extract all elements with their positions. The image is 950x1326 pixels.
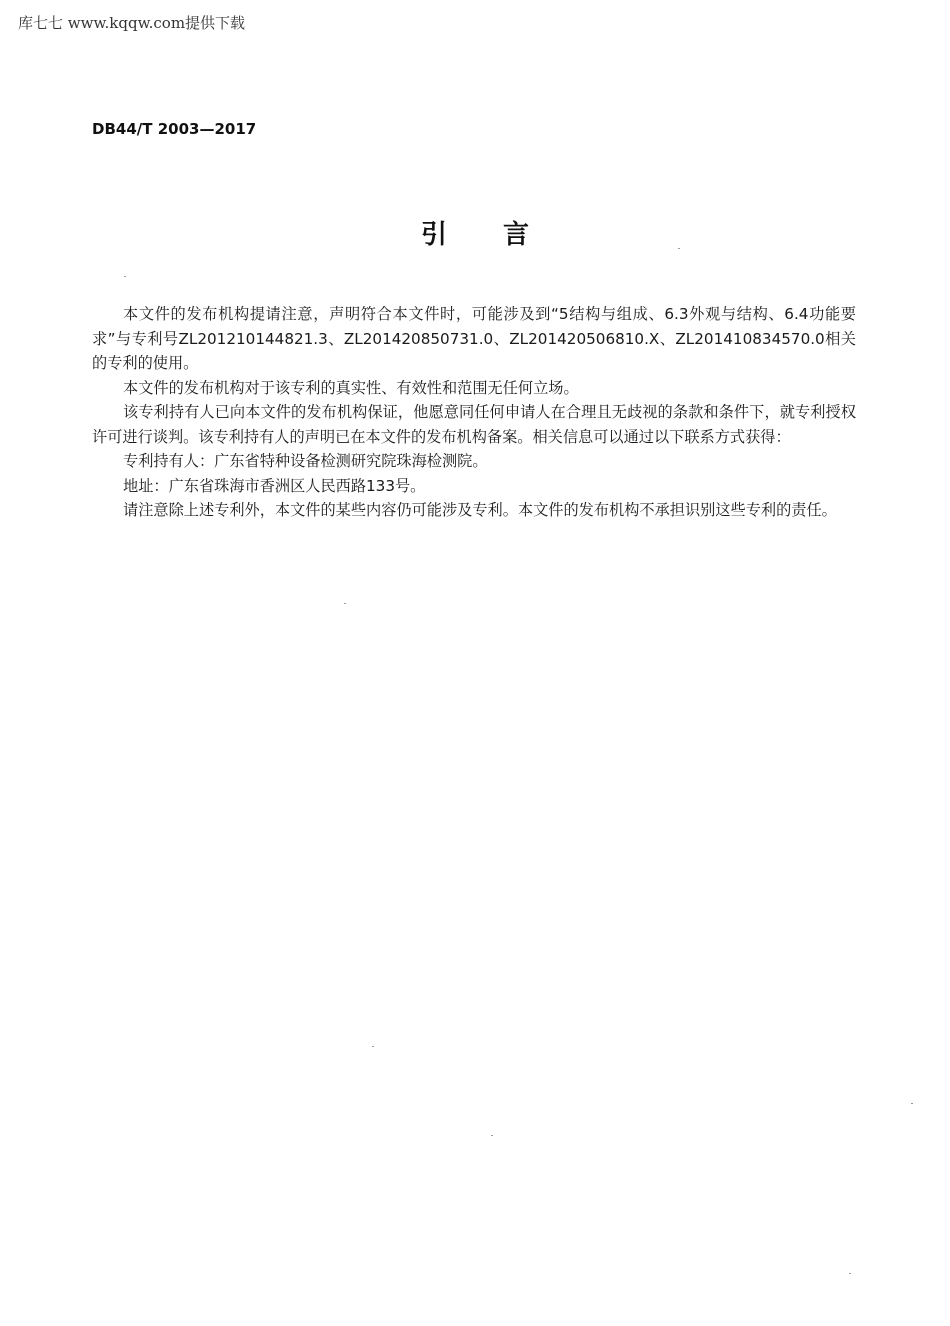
scan-speck xyxy=(372,1046,374,1047)
paragraph-patent-notice: 本文件的发布机构提请注意，声明符合本文件时，可能涉及到“5结构与组成、6.3外观与结构、6.4功能要求”与专利号ZL201210144821.3、ZL201420850731.0、ZL201420506810.X、ZL201410834570.0相关的专利的使用。 xyxy=(92,305,856,372)
paragraph-no-position: 本文件的发布机构对于该专利的真实性、有效性和范围无任何立场。 xyxy=(123,378,579,397)
document-body xyxy=(92,302,856,523)
paragraph-holder-assurance: 该专利持有人已向本文件的发布机构保证，他愿意同任何申请人在合理且无歧视的条款和条件下，就专利授权许可进行谈判。该专利持有人的声明已在本文件的发布机构备案。相关信息可以通过以下联系方式获得： xyxy=(92,403,856,446)
scan-speck xyxy=(678,248,680,249)
scan-speck xyxy=(849,1273,851,1274)
scan-speck xyxy=(491,1135,493,1136)
page-title: 引言 xyxy=(420,220,585,250)
download-watermark: 库七七 www.kqqw.com提供下载 xyxy=(18,14,246,32)
scan-speck xyxy=(124,276,126,277)
paragraph-address: 地址：广东省珠海市香洲区人民西路133号。 xyxy=(123,476,426,495)
scan-speck xyxy=(911,1103,913,1104)
scan-speck xyxy=(344,603,346,604)
standard-code: DB44/T 2003—2017 xyxy=(92,120,257,138)
paragraph-patent-holder: 专利持有人：广东省特种设备检测研究院珠海检测院。 xyxy=(123,452,488,470)
paragraph-disclaimer: 请注意除上述专利外，本文件的某些内容仍可能涉及专利。本文件的发布机构不承担识别这些专利的责任。 xyxy=(123,501,837,519)
